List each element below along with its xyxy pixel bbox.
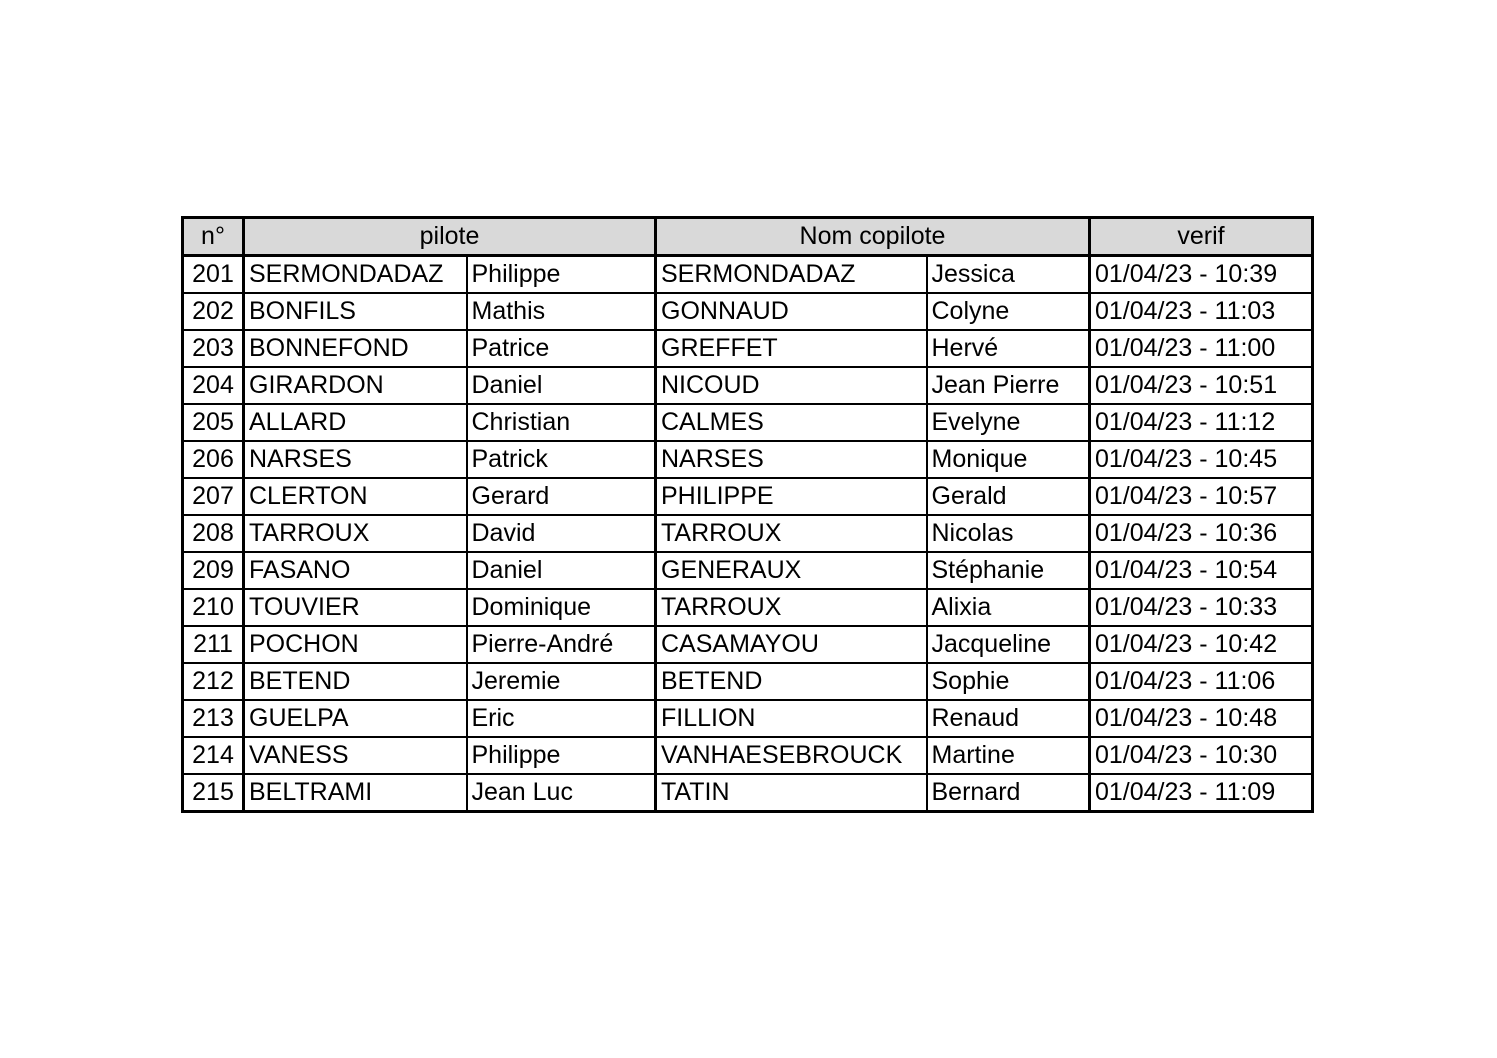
cell-pilote-nom: GUELPA bbox=[244, 700, 467, 737]
cell-pilote-prenom: Daniel bbox=[467, 552, 656, 589]
cell-copilote-nom: TATIN bbox=[656, 774, 927, 812]
header-verif: verif bbox=[1090, 218, 1313, 256]
cell-verif: 01/04/23 - 11:00 bbox=[1090, 330, 1313, 367]
cell-pilote-nom: CLERTON bbox=[244, 478, 467, 515]
cell-num: 215 bbox=[183, 774, 244, 812]
cell-pilote-prenom: Jeremie bbox=[467, 663, 656, 700]
table-body bbox=[183, 256, 1313, 812]
cell-copilote-nom: CASAMAYOU bbox=[656, 626, 927, 663]
table-row bbox=[183, 589, 1313, 626]
header-copilote: Nom copilote bbox=[656, 218, 1090, 256]
cell-verif: 01/04/23 - 11:09 bbox=[1090, 774, 1313, 812]
table-row bbox=[183, 626, 1313, 663]
cell-copilote-prenom: Alixia bbox=[927, 589, 1090, 626]
header-pilote: pilote bbox=[244, 218, 656, 256]
cell-copilote-prenom: Hervé bbox=[927, 330, 1090, 367]
cell-num: 212 bbox=[183, 663, 244, 700]
cell-num: 211 bbox=[183, 626, 244, 663]
cell-copilote-nom: TARROUX bbox=[656, 515, 927, 552]
table-row bbox=[183, 404, 1313, 441]
cell-num: 210 bbox=[183, 589, 244, 626]
cell-num: 201 bbox=[183, 256, 244, 294]
cell-pilote-nom: POCHON bbox=[244, 626, 467, 663]
cell-num: 207 bbox=[183, 478, 244, 515]
cell-copilote-nom: BETEND bbox=[656, 663, 927, 700]
cell-pilote-nom: SERMONDADAZ bbox=[244, 256, 467, 294]
cell-pilote-prenom: Gerard bbox=[467, 478, 656, 515]
header-num: n° bbox=[183, 218, 244, 256]
cell-pilote-nom: GIRARDON bbox=[244, 367, 467, 404]
cell-verif: 01/04/23 - 10:57 bbox=[1090, 478, 1313, 515]
cell-copilote-prenom: Gerald bbox=[927, 478, 1090, 515]
cell-copilote-nom: GONNAUD bbox=[656, 293, 927, 330]
cell-pilote-prenom: Christian bbox=[467, 404, 656, 441]
cell-pilote-prenom: Patrice bbox=[467, 330, 656, 367]
cell-verif: 01/04/23 - 10:39 bbox=[1090, 256, 1313, 294]
cell-num: 202 bbox=[183, 293, 244, 330]
cell-pilote-nom: BELTRAMI bbox=[244, 774, 467, 812]
cell-verif: 01/04/23 - 10:45 bbox=[1090, 441, 1313, 478]
cell-num: 204 bbox=[183, 367, 244, 404]
table-row bbox=[183, 663, 1313, 700]
cell-copilote-nom: TARROUX bbox=[656, 589, 927, 626]
cell-verif: 01/04/23 - 10:36 bbox=[1090, 515, 1313, 552]
cell-pilote-nom: VANESS bbox=[244, 737, 467, 774]
cell-num: 205 bbox=[183, 404, 244, 441]
cell-pilote-prenom: Jean Luc bbox=[467, 774, 656, 812]
cell-pilote-prenom: Philippe bbox=[467, 737, 656, 774]
cell-copilote-prenom: Jacqueline bbox=[927, 626, 1090, 663]
entry-list-table bbox=[181, 216, 1314, 813]
cell-pilote-prenom: Pierre-André bbox=[467, 626, 656, 663]
table-row bbox=[183, 737, 1313, 774]
cell-verif: 01/04/23 - 11:03 bbox=[1090, 293, 1313, 330]
cell-verif: 01/04/23 - 10:51 bbox=[1090, 367, 1313, 404]
cell-pilote-prenom: Patrick bbox=[467, 441, 656, 478]
table-row bbox=[183, 330, 1313, 367]
cell-pilote-nom: FASANO bbox=[244, 552, 467, 589]
cell-copilote-nom: FILLION bbox=[656, 700, 927, 737]
cell-pilote-nom: BETEND bbox=[244, 663, 467, 700]
cell-num: 206 bbox=[183, 441, 244, 478]
cell-num: 203 bbox=[183, 330, 244, 367]
cell-pilote-prenom: Dominique bbox=[467, 589, 656, 626]
cell-pilote-nom: TOUVIER bbox=[244, 589, 467, 626]
cell-copilote-prenom: Monique bbox=[927, 441, 1090, 478]
table-row bbox=[183, 367, 1313, 404]
cell-copilote-prenom: Stéphanie bbox=[927, 552, 1090, 589]
cell-copilote-nom: PHILIPPE bbox=[656, 478, 927, 515]
table-row bbox=[183, 515, 1313, 552]
cell-pilote-prenom: Mathis bbox=[467, 293, 656, 330]
cell-copilote-nom: NICOUD bbox=[656, 367, 927, 404]
cell-pilote-prenom: Eric bbox=[467, 700, 656, 737]
cell-copilote-nom: SERMONDADAZ bbox=[656, 256, 927, 294]
cell-pilote-prenom: Daniel bbox=[467, 367, 656, 404]
cell-copilote-prenom: Renaud bbox=[927, 700, 1090, 737]
cell-verif: 01/04/23 - 10:54 bbox=[1090, 552, 1313, 589]
table-row bbox=[183, 293, 1313, 330]
cell-verif: 01/04/23 - 11:06 bbox=[1090, 663, 1313, 700]
header-row bbox=[183, 218, 1313, 256]
cell-verif: 01/04/23 - 11:12 bbox=[1090, 404, 1313, 441]
cell-copilote-nom: VANHAESEBROUCK bbox=[656, 737, 927, 774]
cell-pilote-nom: ALLARD bbox=[244, 404, 467, 441]
table-row bbox=[183, 256, 1313, 294]
table-row bbox=[183, 700, 1313, 737]
cell-pilote-nom: TARROUX bbox=[244, 515, 467, 552]
cell-copilote-prenom: Evelyne bbox=[927, 404, 1090, 441]
table-row bbox=[183, 441, 1313, 478]
cell-pilote-nom: BONFILS bbox=[244, 293, 467, 330]
cell-pilote-nom: BONNEFOND bbox=[244, 330, 467, 367]
cell-copilote-prenom: Martine bbox=[927, 737, 1090, 774]
cell-copilote-nom: GENERAUX bbox=[656, 552, 927, 589]
cell-copilote-prenom: Jessica bbox=[927, 256, 1090, 294]
cell-num: 213 bbox=[183, 700, 244, 737]
cell-pilote-nom: NARSES bbox=[244, 441, 467, 478]
cell-copilote-nom: CALMES bbox=[656, 404, 927, 441]
cell-verif: 01/04/23 - 10:30 bbox=[1090, 737, 1313, 774]
cell-copilote-nom: GREFFET bbox=[656, 330, 927, 367]
table-row bbox=[183, 478, 1313, 515]
cell-copilote-prenom: Colyne bbox=[927, 293, 1090, 330]
table-row bbox=[183, 774, 1313, 812]
cell-copilote-prenom: Nicolas bbox=[927, 515, 1090, 552]
cell-pilote-prenom: David bbox=[467, 515, 656, 552]
cell-num: 208 bbox=[183, 515, 244, 552]
table-row bbox=[183, 552, 1313, 589]
cell-verif: 01/04/23 - 10:48 bbox=[1090, 700, 1313, 737]
cell-num: 209 bbox=[183, 552, 244, 589]
cell-copilote-prenom: Jean Pierre bbox=[927, 367, 1090, 404]
cell-verif: 01/04/23 - 10:42 bbox=[1090, 626, 1313, 663]
cell-pilote-prenom: Philippe bbox=[467, 256, 656, 294]
cell-num: 214 bbox=[183, 737, 244, 774]
cell-copilote-prenom: Sophie bbox=[927, 663, 1090, 700]
cell-verif: 01/04/23 - 10:33 bbox=[1090, 589, 1313, 626]
cell-copilote-nom: NARSES bbox=[656, 441, 927, 478]
cell-copilote-prenom: Bernard bbox=[927, 774, 1090, 812]
